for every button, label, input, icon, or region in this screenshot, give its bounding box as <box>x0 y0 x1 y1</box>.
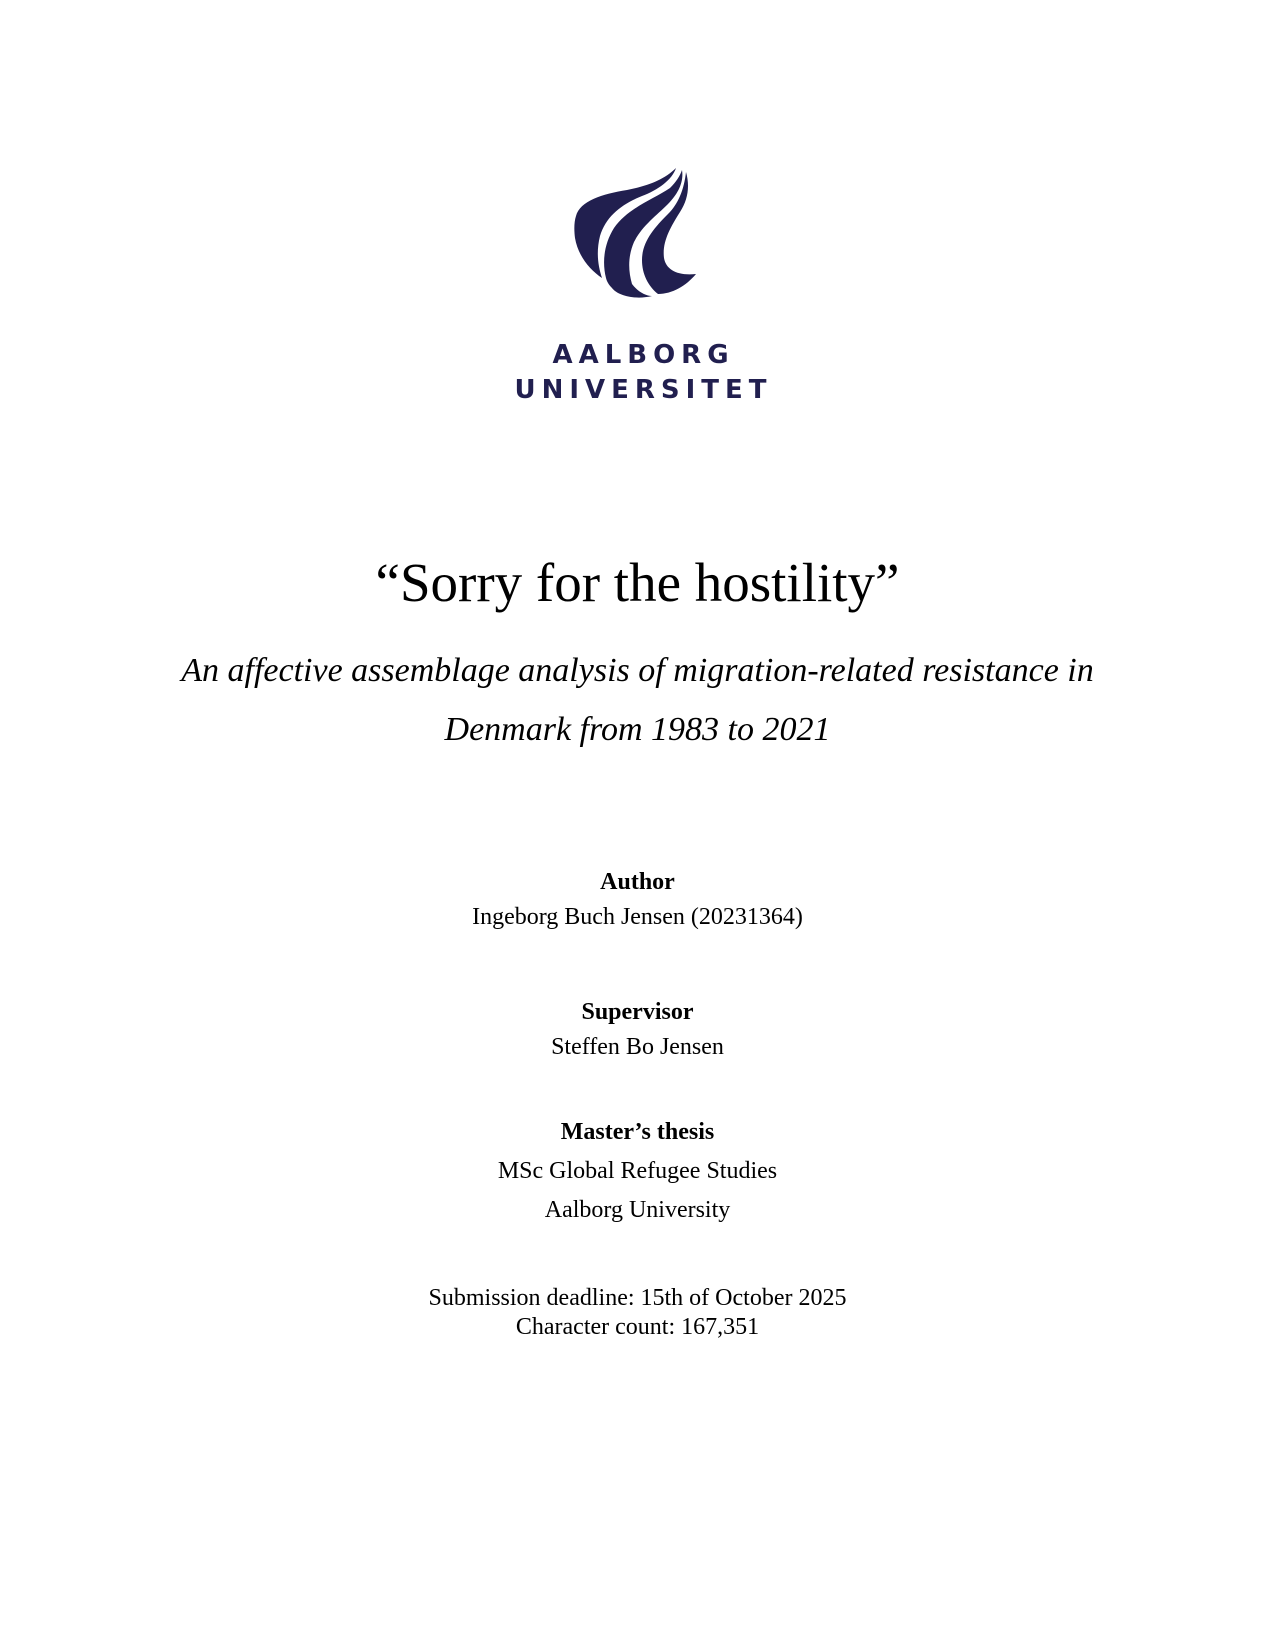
thesis-subtitle-line1: An affective assemblage analysis of migration-related resistance in <box>181 652 1094 689</box>
thesis-title: “Sorry for the hostility” <box>375 552 900 613</box>
author-name: Ingeborg Buch Jensen (20231364) <box>472 904 803 930</box>
thesis-subtitle-line2: Denmark from 1983 to 2021 <box>444 711 831 748</box>
character-count: Character count: 167,351 <box>515 1314 760 1340</box>
thesis-type-label: Master’s thesis <box>560 1119 715 1145</box>
logo-wordmark-line1: AALBORG <box>552 340 735 370</box>
aalborg-university-logo-icon <box>572 166 704 302</box>
programme-name: MSc Global Refugee Studies <box>497 1158 778 1184</box>
supervisor-label: Supervisor <box>581 999 694 1025</box>
author-label: Author <box>600 869 675 895</box>
submission-deadline: Submission deadline: 15th of October 2025 <box>428 1285 847 1311</box>
university-name: Aalborg University <box>544 1197 731 1223</box>
supervisor-name: Steffen Bo Jensen <box>551 1034 724 1060</box>
logo-wordmark-line2: UNIVERSITET <box>514 375 773 405</box>
